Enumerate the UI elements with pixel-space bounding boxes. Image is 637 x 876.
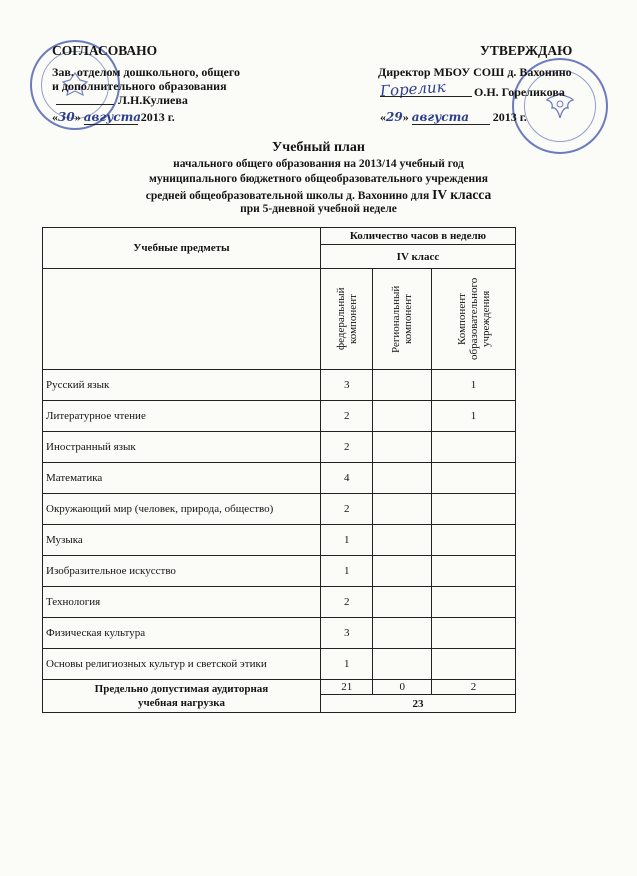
doc-subtitle-3a: средней общеобразовательной школы д. Вахонино для [145,190,433,202]
right-date-open: « [380,110,386,124]
total-row-1 [43,680,516,695]
regional-hours-cell [373,494,432,525]
regional-hours-cell [373,401,432,432]
left-header-line1: Зав. отделом дошкольного, общего [52,65,241,79]
table-row [43,556,516,587]
subject-cell: Технология [43,587,321,618]
doc-subtitle-1: начального общего образования на 2013/14 учебный год [173,158,464,170]
subject-cell: Основы религиозных культур и светской этики [43,649,321,680]
header-school-cell [432,269,516,370]
header-federal: федеральный компонент [334,287,359,351]
table-row [43,525,516,556]
table-row [43,370,516,401]
total-school: 2 [432,680,516,695]
header-empty-cell [43,269,321,370]
regional-hours-cell [373,618,432,649]
subject-cell: Музыка [43,525,321,556]
federal-hours-cell: 3 [320,618,373,649]
header-regional-cell [373,269,432,370]
header-subjects: Учебные предметы [43,228,321,269]
table-row [43,463,516,494]
school-hours-cell [432,494,516,525]
subject-cell: Физическая культура [43,618,321,649]
school-hours-cell: 1 [432,401,516,432]
right-signature: Горелик [379,77,447,101]
left-signature-line [56,104,114,105]
federal-hours-cell: 2 [320,494,373,525]
doc-subtitle-2: муниципального бюджетного общеобразовательного учреждения [149,173,488,185]
federal-hours-cell: 2 [320,587,373,618]
subject-cell: Литературное чтение [43,401,321,432]
federal-hours-cell: 1 [320,556,373,587]
federal-hours-cell: 2 [320,401,373,432]
federal-hours-cell: 2 [320,432,373,463]
left-date-day: 30 [58,110,75,124]
table-row [43,649,516,680]
left-header-date [52,110,175,125]
header-school: Компонент образовательного учреждения [455,277,492,361]
right-date-day: 29 [386,110,403,124]
subject-cell: Математика [43,463,321,494]
curriculum-table [42,227,516,713]
table-row [43,618,516,649]
subject-cell: Русский язык [43,370,321,401]
table-row [43,401,516,432]
left-header-line2: и дополнительного образования [52,79,227,93]
left-date-open: « [52,110,58,124]
federal-hours-cell: 1 [320,525,373,556]
doc-title: Учебный план [272,140,365,155]
total-label-1: Предельно допустимая аудиторная [94,683,269,695]
total-label-2: учебная нагрузка [137,697,225,709]
right-header-title: УТВЕРЖДАЮ [480,43,573,58]
table-row [43,587,516,618]
table-row [43,432,516,463]
regional-hours-cell [373,525,432,556]
federal-hours-cell: 1 [320,649,373,680]
total-federal: 21 [320,680,373,695]
left-date-mid: » [74,110,81,124]
regional-hours-cell [373,587,432,618]
table-header-row-3 [43,269,516,370]
left-date-year: 2013 г. [140,110,175,124]
subject-cell: Иностранный язык [43,432,321,463]
table-row [43,494,516,525]
school-hours-cell [432,649,516,680]
total-label [43,680,321,713]
federal-hours-cell: 4 [320,463,373,494]
subject-cell: Изобразительное искусство [43,556,321,587]
table-header-row-1 [43,228,516,245]
regional-hours-cell [373,556,432,587]
school-hours-cell [432,587,516,618]
regional-hours-cell [373,370,432,401]
school-hours-cell: 1 [432,370,516,401]
right-header-date [380,110,527,125]
right-signature-line [380,96,472,97]
left-header-name: Л.Н.Кулиева [118,93,188,107]
school-hours-cell [432,463,516,494]
school-hours-cell [432,525,516,556]
right-header-line1: Директор МБОУ СОШ д. Вахонино [378,65,572,79]
header-hours: Количество часов в неделю [320,228,515,245]
total-regional: 0 [373,680,432,695]
header-regional: Региональный компонент [390,285,415,353]
left-header-title: СОГЛАСОВАНО [52,43,158,58]
total-sum: 23 [320,695,515,713]
header-federal-cell [320,269,373,370]
school-hours-cell [432,556,516,587]
doc-subtitle-4: при 5-дневной учебной неделе [240,203,397,215]
regional-hours-cell [373,432,432,463]
left-date-month: августа [83,110,142,124]
federal-hours-cell: 3 [320,370,373,401]
regional-hours-cell [373,649,432,680]
school-hours-cell [432,432,516,463]
school-hours-cell [432,618,516,649]
regional-hours-cell [373,463,432,494]
right-header-name: О.Н. Гореликова [474,85,565,99]
right-date-year: 2013 г. [492,110,527,124]
subject-cell: Окружающий мир (человек, природа, общество) [43,494,321,525]
header-class: IV класс [320,245,515,269]
right-date-mid: » [402,110,409,124]
right-date-month: августа [412,110,490,125]
doc-subtitle-3b: IV класса [432,187,492,202]
